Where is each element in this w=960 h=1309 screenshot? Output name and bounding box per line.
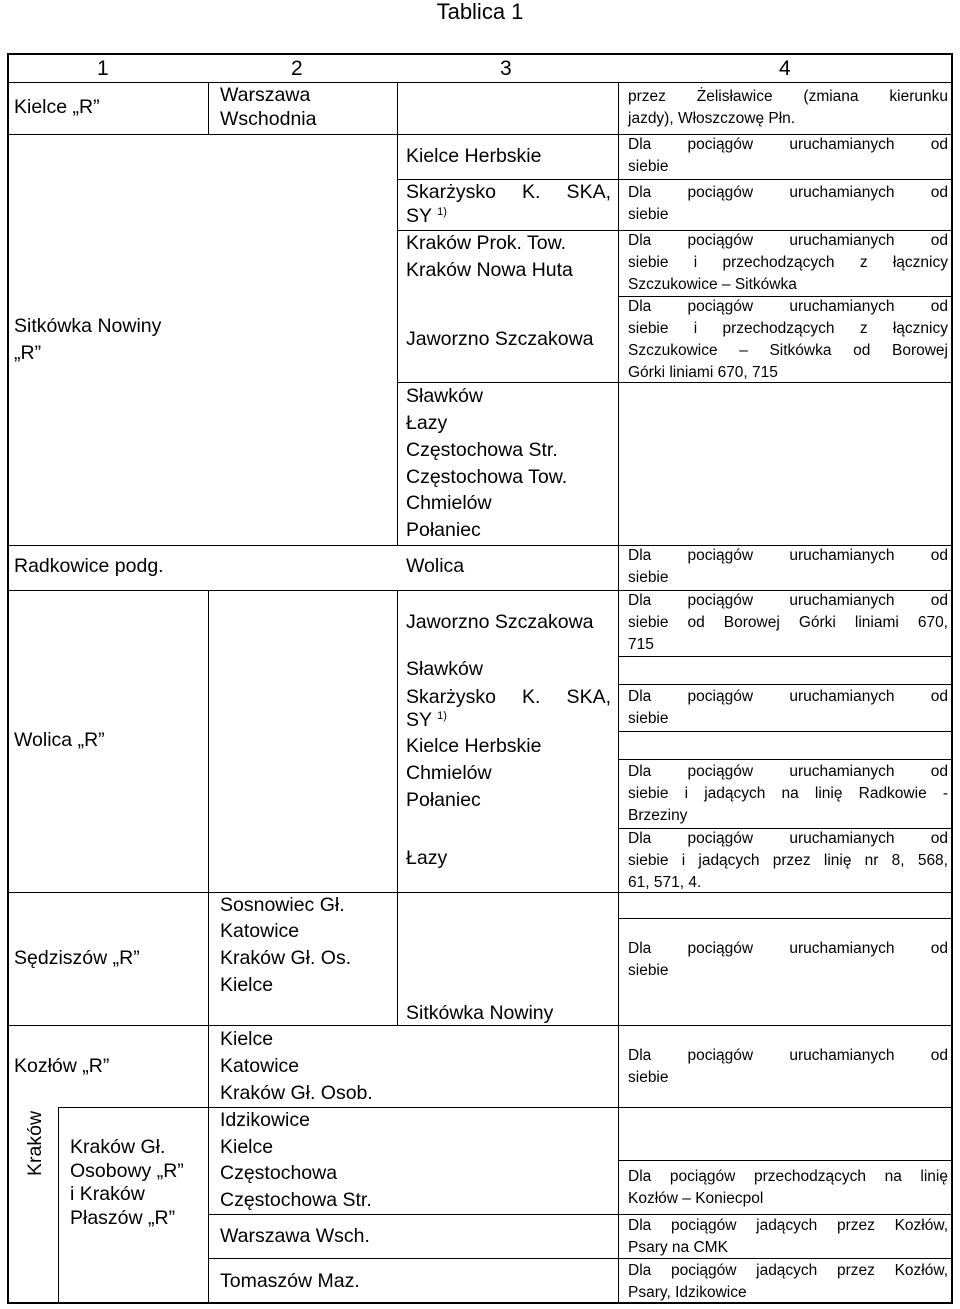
row-divider xyxy=(618,656,953,657)
direction-warszawa: Warszawa xyxy=(220,84,311,106)
note: przez Żelisławice (zmiana kierunku jazdy), Włoszczowę Płn. xyxy=(628,88,948,127)
column-divider xyxy=(58,1107,59,1304)
via-sy: SY $^{1)}$ xyxy=(406,205,447,227)
direction-kielce: Kielce xyxy=(220,974,274,996)
station-krakow-plaszow: Płaszów „R” xyxy=(70,1207,176,1229)
column-divider xyxy=(208,590,209,1304)
column-divider xyxy=(397,82,398,545)
row-divider xyxy=(58,1107,953,1108)
via-polaniec: Połaniec xyxy=(406,789,481,811)
via-krakow-nowa-huta: Kraków Nowa Huta xyxy=(406,259,573,281)
via-sitkowka: Sitkówka Nowiny xyxy=(406,1002,554,1024)
note: Dla pociągów uruchamianych od siebie xyxy=(628,1047,948,1086)
note: Dla pociągów uruchamianych od siebie i jadących przez linię nr 8, 568, 61, 571, 4. xyxy=(628,830,948,891)
footnote-marker: 1) xyxy=(437,206,447,218)
station-kozlow: Kozłów „R” xyxy=(14,1055,110,1077)
column-divider xyxy=(208,82,209,134)
station-radkowice: Radkowice podg. xyxy=(14,555,164,577)
note: Dla pociągów uruchamianych od siebie od Borowej Górki liniami 670, 715 xyxy=(628,592,948,653)
row-divider xyxy=(618,731,953,732)
via-krakow-prok: Kraków Prok. Tow. xyxy=(406,232,567,254)
direction-wschodnia: Wschodnia xyxy=(220,108,317,130)
direction-kielce: Kielce xyxy=(220,1028,274,1050)
footnote-marker: 1) xyxy=(437,710,447,722)
via-jaworzno: Jaworzno Szczakowa xyxy=(406,611,594,633)
direction-czestochowa-str: Częstochowa Str. xyxy=(220,1189,372,1211)
station-krakow-gl: Kraków Gł. xyxy=(70,1136,166,1158)
station-krakow-osobowy: Osobowy „R” xyxy=(70,1160,184,1182)
note: Dla pociągów przechodzących na linię Kozłów – Koniecpol xyxy=(628,1168,948,1207)
note: Dla pociągów uruchamianych od siebie i przechodzących z łącznicy Szczukowice – Sitkówka od Borowej Górki liniami 670, 715 xyxy=(628,298,948,381)
row-divider xyxy=(618,684,953,685)
rotated-label-krakow: Kraków xyxy=(24,1110,46,1176)
station-sedziszow: Sędziszów „R” xyxy=(14,947,140,969)
via-jaworzno: Jaworzno Szczakowa xyxy=(406,328,594,350)
station-sitkowka: Sitkówka Nowiny xyxy=(14,315,162,337)
column-divider xyxy=(397,590,398,1025)
note: Dla pociągów uruchamianych od siebie xyxy=(628,136,948,175)
via-slawkow: Sławków xyxy=(406,658,483,680)
note: Dla pociągów uruchamianych od siebie xyxy=(628,184,948,223)
via-slawkow: Sławków xyxy=(406,385,483,407)
via-wolica: Wolica xyxy=(406,555,465,577)
via-chmielow: Chmielów xyxy=(406,492,492,514)
via-chmielow: Chmielów xyxy=(406,762,492,784)
direction-katowice: Katowice xyxy=(220,920,300,942)
header-col-1: 1 xyxy=(97,57,109,80)
direction-tomaszow: Tomaszów Maz. xyxy=(220,1270,360,1292)
station-kielce: Kielce „R” xyxy=(14,96,100,118)
note: Dla pociągów uruchamianych od siebie xyxy=(628,547,948,586)
direction-kielce: Kielce xyxy=(220,1136,274,1158)
note: Dla pociągów jadących przez Kozłów, Psary, Idzikowice xyxy=(628,1262,948,1301)
row-divider xyxy=(618,759,953,760)
direction-warszawa-wsch: Warszawa Wsch. xyxy=(220,1225,370,1247)
via-lazy: Łazy xyxy=(406,847,448,869)
column-divider xyxy=(618,82,619,1304)
via-czestochowa-str: Częstochowa Str. xyxy=(406,439,558,461)
direction-sosnowiec: Sosnowiec Gł. xyxy=(220,894,345,916)
direction-krakow-osob: Kraków Gł. Osob. xyxy=(220,1082,373,1104)
direction-idzikowice: Idzikowice xyxy=(220,1109,310,1131)
note: Dla pociągów uruchamianych od siebie i przechodzących z łącznicy Szczukowice – Sitkówka xyxy=(628,232,948,293)
header-col-4: 4 xyxy=(779,57,791,80)
header-divider xyxy=(7,82,953,83)
via-lazy: Łazy xyxy=(406,412,448,434)
header-col-3: 3 xyxy=(500,57,512,80)
station-sitkowka-mark: „R” xyxy=(14,342,42,364)
via-skarzysko: Skarżysko K. SKA, xyxy=(406,686,611,708)
direction-katowice: Katowice xyxy=(220,1055,300,1077)
via-sy: SY $^{1)}$ xyxy=(406,709,447,731)
note: Dla pociągów uruchamianych od siebie xyxy=(628,688,948,727)
station-krakow-and: i Kraków xyxy=(70,1183,145,1205)
station-wolica: Wolica „R” xyxy=(14,729,105,751)
direction-krakow-os: Kraków Gł. Os. xyxy=(220,947,352,969)
row-divider xyxy=(618,1160,953,1161)
row-divider xyxy=(618,918,953,919)
via-kielce-herbskie: Kielce Herbskie xyxy=(406,145,542,167)
header-col-2: 2 xyxy=(291,57,303,80)
direction-czestochowa: Częstochowa xyxy=(220,1162,338,1184)
note: Dla pociągów uruchamianych od siebie i jadących na linię Radkowie - Brzeziny xyxy=(628,763,948,824)
note: Dla pociągów jadących przez Kozłów, Psary na CMK xyxy=(628,1217,948,1256)
via-kielce-herbskie: Kielce Herbskie xyxy=(406,735,542,757)
note: Dla pociągów uruchamianych od siebie xyxy=(628,940,948,979)
page-title: Tablica 1 xyxy=(436,0,524,24)
via-skarzysko: Skarżysko K. SKA, xyxy=(406,181,611,203)
via-polaniec: Połaniec xyxy=(406,519,481,541)
via-czestochowa-tow: Częstochowa Tow. xyxy=(406,466,568,488)
